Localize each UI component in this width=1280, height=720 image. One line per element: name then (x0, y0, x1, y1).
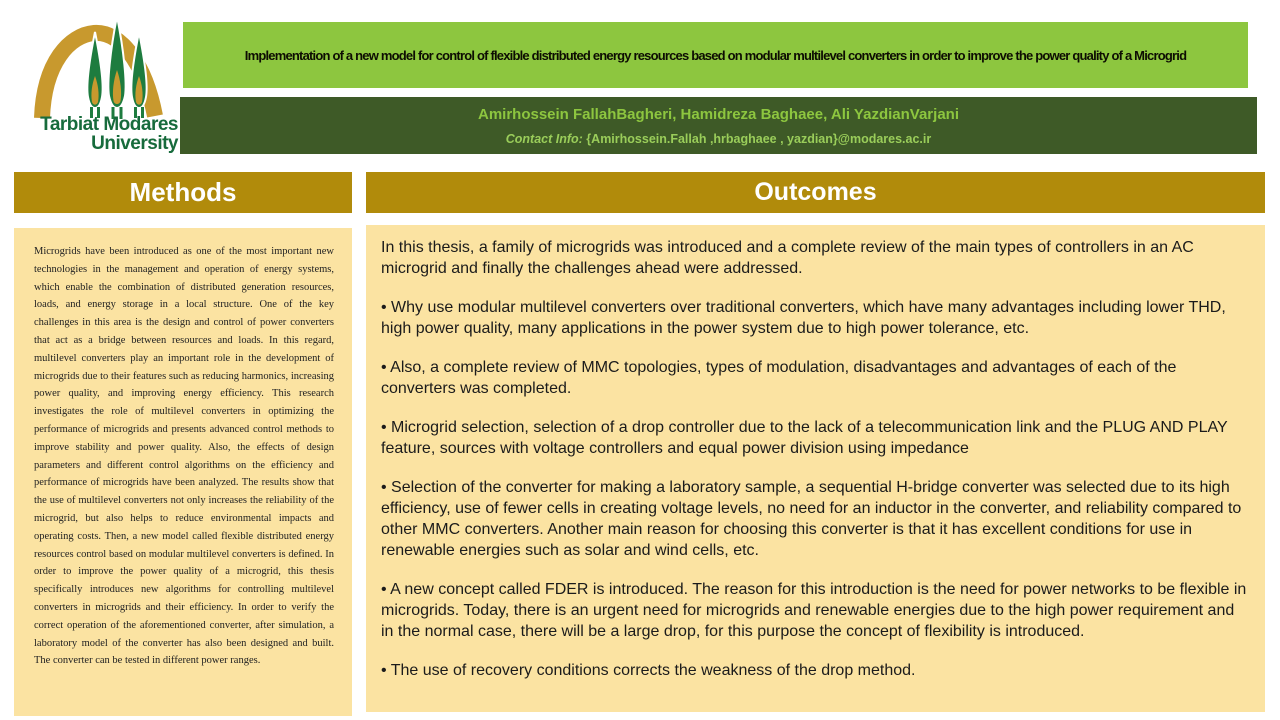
poster-title: Implementation of a new model for control of flexible distributed energy resources based on modular multilevel converters in order to improve the power quality of a Microgrid (244, 47, 1187, 63)
university-logo-text (22, 116, 178, 153)
outcomes-heading (366, 172, 1265, 213)
authors-line: Amirhossein FallahBagheri, Hamidreza Baghaee, Ali YazdianVarjani (477, 106, 959, 123)
outcomes-heading-label: Outcomes (754, 178, 877, 206)
contact-line (180, 132, 1257, 146)
outcome-item: • Why use modular multilevel converters over traditional converters, which have many advantages including lower THD, high power quality, many applications in the power system due to high power tolerance, etc. (381, 299, 1226, 337)
logo-text-line2: University (91, 132, 178, 154)
university-logo-graphic (22, 10, 180, 120)
outcomes-body (366, 225, 1265, 712)
authors-bar (180, 97, 1257, 154)
outcome-item: • The use of recovery conditions corrects the weakness of the drop method. (381, 662, 916, 679)
outcome-item: • Also, a complete review of MMC topologies, types of modulation, disadvantages and advantages of each of the converters was completed. (381, 359, 1177, 397)
outcome-item: • Selection of the converter for making a laboratory sample, a sequential H-bridge converter was selected due to its high efficiency, use of fewer cells in creating voltage levels, no need for an inductor in the converter, and reliability compared to other MMC converters. Another main reason for choosing this converter is that it has excellent conditions for use in renewable energies such as solar and wind cells, etc. (381, 479, 1242, 559)
logo-tree-left (87, 32, 102, 118)
university-logo (22, 10, 182, 168)
contact-label: Contact Info: (505, 132, 583, 146)
methods-paragraph: Microgrids have been introduced as one of the most important new technologies in the management and operation of energy systems, which enable the combination of distributed generation resources, loads, and energy storage in a local structure. One of the key challenges in this area is the design and control of power converters that act as a bridge between resources and loads. In this regard, multilevel converters play an important role in the development of microgrids due to their features such as reducing harmonics, increasing power quality, and improving energy efficiency. This research investigates the role of multilevel converters in optimizing the performance of microgrids and presents advanced control methods to improve stability and power quality. Also, the effects of design parameters and different control algorithms on the efficiency and performance of microgrids have been analyzed. The results show that the use of multilevel converters not only increases the reliability of the microgrid, but also helps to reduce environmental impacts and operating costs. Then, a new model called flexible distributed energy resources control based on modular multilevel converters is defined. In order to improve the power quality of a microgrid, this thesis specifically introduces new algorithms for controlling multilevel converters in microgrids and their efficiency. In order to verify the correct operation of the aforementioned converter, after simulation, a laboratory model of the converter has also been designed and built. The converter can be tested in different power ranges. (34, 246, 334, 667)
outcome-item: In this thesis, a family of microgrids was introduced and a complete review of the main types of controllers in an AC microgrid and finally the challenges ahead were addressed. (381, 239, 1194, 277)
outcome-item: • Microgrid selection, selection of a drop controller due to the lack of a telecommunication link and the PLUG AND PLAY feature, sources with voltage controllers and equal power division using impedance (381, 419, 1228, 457)
logo-text-line1: Tarbiat Modares (40, 114, 178, 135)
poster-title-bar (183, 22, 1248, 88)
contact-value: {Amirhossein.Fallah ,hrbaghaee , yazdian}@modares.ac.ir (586, 132, 932, 146)
methods-heading (14, 172, 352, 213)
methods-heading-label: Methods (129, 177, 237, 207)
methods-body (14, 228, 352, 716)
outcome-item: • A new concept called FDER is introduced. The reason for this introduction is the need for power networks to be flexible in microgrids. Today, there is an urgent need for microgrids and renewable energies due to the high power requirement and in the normal case, there will be a large drop, for this purpose the concept of flexibility is introduced. (381, 581, 1247, 640)
